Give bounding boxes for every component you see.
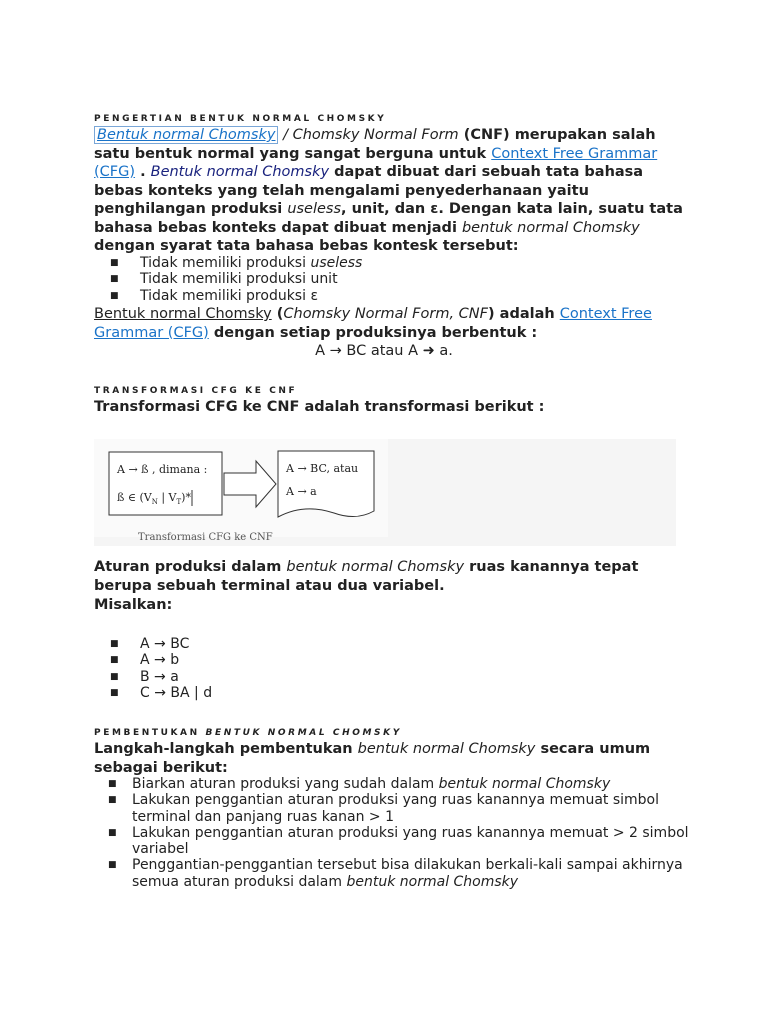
figure-right-line2: A → a: [286, 485, 317, 498]
list-item: [94, 255, 362, 271]
list-item: [94, 636, 212, 652]
list-item: [94, 825, 692, 858]
text: C → BA | d: [140, 684, 213, 701]
text: Bentuk normal Chomsky: [150, 164, 330, 180]
list-item: [94, 792, 692, 825]
text: PEMBENTUKAN: [94, 728, 206, 738]
text: Tidak memiliki produksi: [140, 255, 311, 271]
text: Lakukan penggantian aturan produksi yang ruas kanannya memuat simbol terminal dan panjang ruas kanan > 1: [132, 792, 659, 825]
text: Chomsky Normal Form: [292, 127, 459, 143]
bullet-icon: ■: [108, 827, 117, 838]
section-heading-pembentukan: [94, 728, 402, 738]
bullet-icon: ■: [110, 258, 119, 268]
transformation-figure: [94, 439, 388, 537]
section-heading-pengertian: PENGERTIAN BENTUK NORMAL CHOMSKY: [94, 114, 387, 124]
figure-right-line1: A → BC, atau: [286, 462, 359, 475]
list-langkah: [94, 776, 692, 890]
bullet-icon: ■: [108, 779, 117, 789]
text: /: [278, 127, 293, 143]
text: dengan setiap produksinya berbentuk :: [208, 324, 538, 341]
list-contoh: [94, 636, 212, 701]
text: Biarkan aturan produksi yang sudah dalam: [132, 776, 439, 792]
bullet-icon: ■: [108, 795, 117, 806]
bullet-icon: ■: [110, 687, 119, 698]
bullet-icon: ■: [108, 860, 117, 871]
text: Langkah-langkah pembentukan: [94, 741, 358, 757]
list-item: [94, 685, 212, 701]
paragraph-aturan: [94, 558, 694, 595]
text: bentuk normal Chomsky: [346, 873, 519, 890]
text: useless: [287, 201, 342, 217]
list-item: [94, 776, 692, 792]
text: dapat dibuat dari sebuah tata bahasa bebas konteks yang telah mengalami penyederhanaan yaitu penghilangan produksi: [94, 164, 644, 217]
figure-left-line2: ß ∈ ($V_N$ | $V_T)*$: [117, 491, 191, 506]
text: Tidak memiliki produksi ε: [140, 287, 319, 304]
text: useless: [310, 255, 363, 271]
equation-cnf: A → BC atau A ➜ a.: [315, 343, 453, 359]
link-context-free-grammar-2[interactable]: Context Free Grammar (CFG): [94, 306, 652, 341]
text: Lakukan penggantian aturan produksi yang ruas kanannya memuat > 2 simbol variabel: [132, 824, 689, 858]
text: dengan syarat tata bahasa bebas kontesk tersebut:: [94, 238, 519, 254]
figure-caption: Transformasi CFG ke CNF: [138, 532, 273, 543]
text: (: [271, 306, 284, 322]
text: Aturan produksi dalam: [94, 559, 287, 575]
text: A → BC: [140, 636, 190, 652]
label-misalkan: Misalkan:: [94, 597, 173, 613]
bullet-icon: ■: [110, 290, 119, 301]
list-item: [94, 271, 362, 287]
transformation-diagram: [94, 439, 388, 537]
figure-left-line1: A → ß , dimana :: [117, 463, 208, 476]
text: bentuk normal Chomsky: [438, 776, 611, 792]
text: B → a: [140, 668, 179, 685]
list-item: [94, 669, 212, 685]
section-heading-transformasi: TRANSFORMASI CFG KE CNF: [94, 386, 298, 396]
list-item: [94, 857, 692, 890]
text: Tidak memiliki produksi unit: [140, 271, 338, 288]
list-item: [94, 288, 362, 304]
text: , unit, dan ε. Dengan kata lain, suatu tata bahasa bebas konteks dapat dibuat menjadi: [94, 201, 683, 236]
text: .: [135, 164, 151, 180]
text: ruas kanannya tepat berupa sebuah terminal atau dua variabel.: [94, 559, 639, 594]
paragraph-definition: [94, 126, 694, 256]
text: Penggantian-penggantian tersebut bisa dilakukan berkali-kali sampai akhirnya semua aturan produksi dalam: [132, 857, 683, 890]
paragraph-cnf-form: [94, 305, 694, 342]
paragraph-langkah: [94, 740, 694, 777]
bullet-icon: ■: [110, 274, 119, 285]
text: bentuk normal Chomsky: [357, 741, 536, 757]
bullet-icon: ■: [110, 639, 119, 649]
text: Chomsky Normal Form, CNF: [283, 306, 488, 322]
text: secara umum sebagai berikut:: [94, 741, 651, 776]
figure-panel: [94, 439, 676, 546]
text: A → b: [140, 652, 180, 669]
text: bentuk normal Chomsky: [286, 559, 465, 575]
text: ) adalah: [487, 306, 560, 322]
list-syarat: [94, 255, 362, 304]
link-context-free-grammar[interactable]: Context Free Grammar (CFG): [94, 145, 658, 180]
paragraph-transformasi: Transformasi CFG ke CNF adalah transformasi berikut :: [94, 399, 545, 415]
list-item: [94, 652, 212, 668]
text: (CNF) merupakan salah satu bentuk normal yang sangat berguna untuk: [94, 127, 656, 162]
link-bentuk-normal-chomsky-2[interactable]: Bentuk normal Chomsky: [94, 306, 272, 322]
text: bentuk normal Chomsky: [461, 219, 640, 236]
bullet-icon: ■: [110, 655, 119, 666]
text: BENTUK NORMAL CHOMSKY: [205, 728, 402, 738]
bullet-icon: ■: [110, 671, 119, 682]
link-bentuk-normal-chomsky[interactable]: Bentuk normal Chomsky: [94, 126, 278, 144]
